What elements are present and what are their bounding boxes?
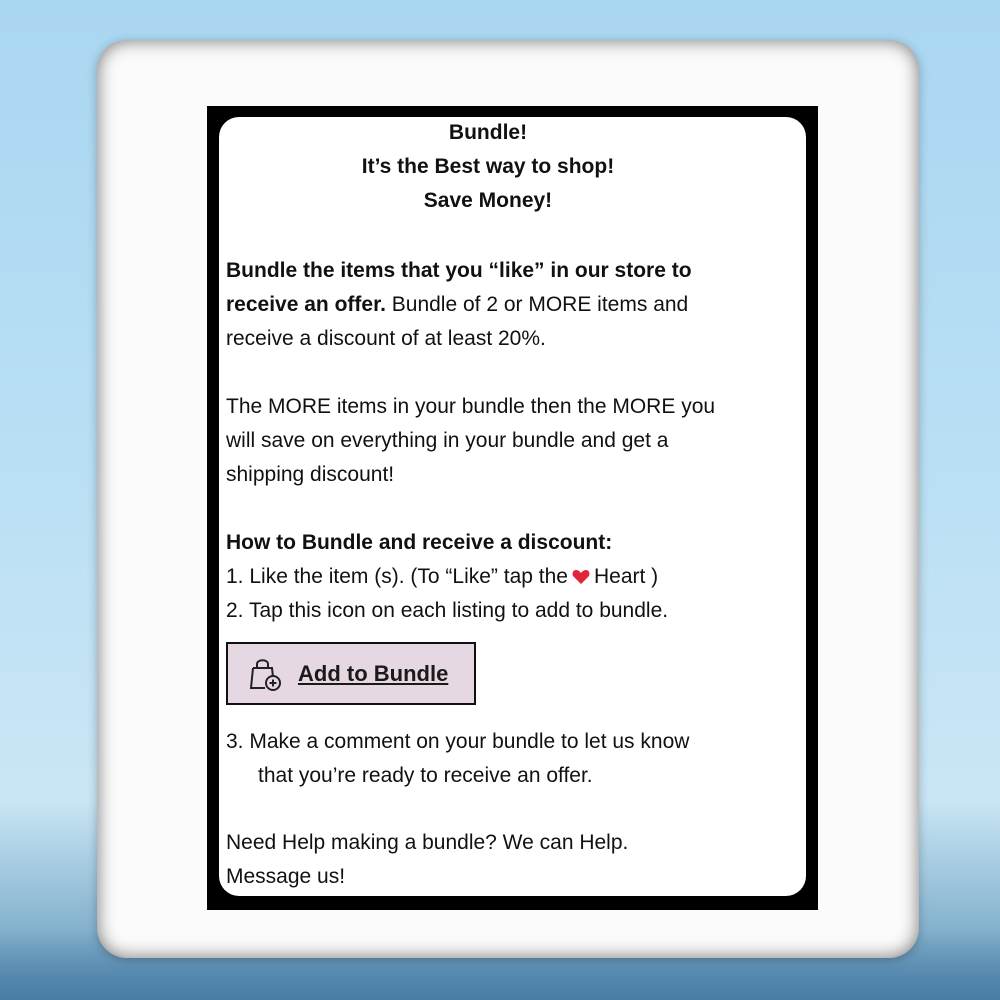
paragraph1-bold: receive an offer.	[226, 293, 386, 316]
paragraph-more-items	[226, 390, 818, 492]
header-line-2: It’s the Best way to shop!	[361, 155, 615, 178]
paragraph2-line1: The MORE items in your bundle then the MORE you	[226, 395, 716, 418]
paragraph1-line3: receive a discount of at least 20%.	[226, 327, 546, 350]
how-to-title: How to Bundle and receive a discount:	[226, 531, 613, 554]
step-3	[226, 725, 806, 793]
footer-line2[interactable]: Message us!	[226, 865, 346, 888]
footer-line1: Need Help making a bundle? We can Help.	[226, 831, 629, 854]
add-to-bundle-button[interactable]	[226, 642, 476, 705]
step-1	[226, 560, 806, 594]
step-3-line2: that you’re ready to receive an offer.	[258, 764, 593, 787]
header-line-3: Save Money!	[423, 189, 553, 212]
paragraph1-line1: Bundle the items that you “like” in our store to	[226, 259, 692, 282]
add-to-bundle-label: Add to Bundle	[298, 660, 449, 686]
header-title	[219, 116, 757, 218]
step-1-heart-text: Heart )	[593, 565, 659, 588]
step-1-text: 1. Like the item (s). (To “Like” tap the	[226, 565, 568, 588]
paragraph2-line3: shipping discount!	[226, 463, 395, 486]
heart-icon	[572, 562, 590, 578]
how-to-section	[226, 526, 806, 628]
step-2: 2. Tap this icon on each listing to add to bundle.	[226, 599, 669, 622]
header-line-1: Bundle!	[448, 121, 528, 144]
bag-plus-icon	[246, 655, 284, 693]
paragraph1-line2	[226, 288, 816, 322]
paragraph-bundle-offer	[226, 254, 816, 356]
paragraph1-normal: Bundle of 2 or MORE items and	[385, 293, 689, 316]
help-footer	[226, 826, 806, 894]
step-3-line1: 3. Make a comment on your bundle to let us know	[226, 730, 690, 753]
paragraph2-line2: will save on everything in your bundle and get a	[226, 429, 669, 452]
